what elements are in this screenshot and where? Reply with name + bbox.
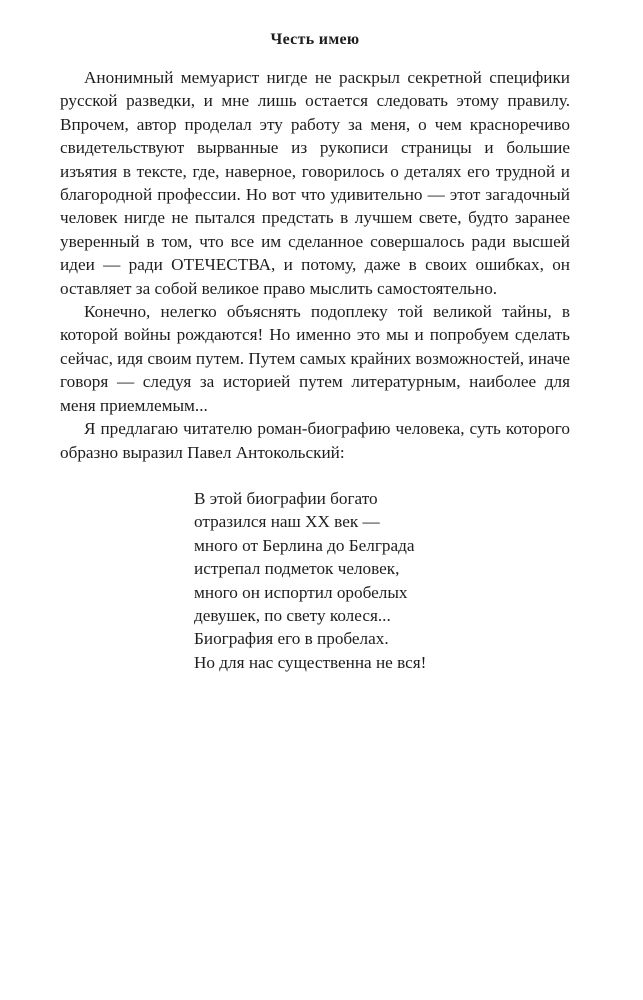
poem-line: много от Берлина до Белграда [194,535,415,555]
poem-line: В этой биографии богато [194,488,378,508]
poem-line: истрепал подметок человек, [194,559,400,579]
paragraph-1: Анонимный мемуарист нигде не раскрыл секретной специфики русской разведки, и мне лишь остается следовать этому правилу. Впрочем, автор проделал эту работу за меня, о чем красноречиво свидетельствуют вырванные из рукописи страницы и большие изъятия в тексте, где, наверное, говорилось о деталях его трудной и благородной профессии. Но вот что удивительно — этот загадочный человек нигде не пытался предстать в лучшем свете, будто заранее уверенный в том, что все им сделанное совершалось ради высшей идеи — ради ОТЕЧЕСТВА, и потому, даже в своих ошибках, он оставляет за собой великое право мыслить самостоятельно. [60,68,570,298]
poem-line: девушек, по свету колеся... [194,605,391,625]
poem-line: отразился наш XX век — [194,512,380,532]
running-head: Честь имею [270,31,360,48]
book-page [60,0,570,674]
paragraph-3: Я предлагаю читателю роман-биографию человека, суть которого образно выразил Павел Антокольский: [60,419,570,462]
poem-line: много он испортил оробелых [194,582,408,602]
paragraph-2: Конечно, нелегко объяснять подоплеку той великой тайны, в которой войны рождаются! Но именно это мы и попробуем сделать сейчас, идя своим путем. Путем самых крайних возможностей, иначе говоря — следуя за историей путем литературным, наиболее для меня приемлемым... [60,302,570,415]
poem-line: Биография его в пробелах. [194,629,389,649]
body-text [60,66,570,464]
poem-line: Но для нас существенна не вся! [194,652,427,672]
poem-quote [194,487,570,674]
